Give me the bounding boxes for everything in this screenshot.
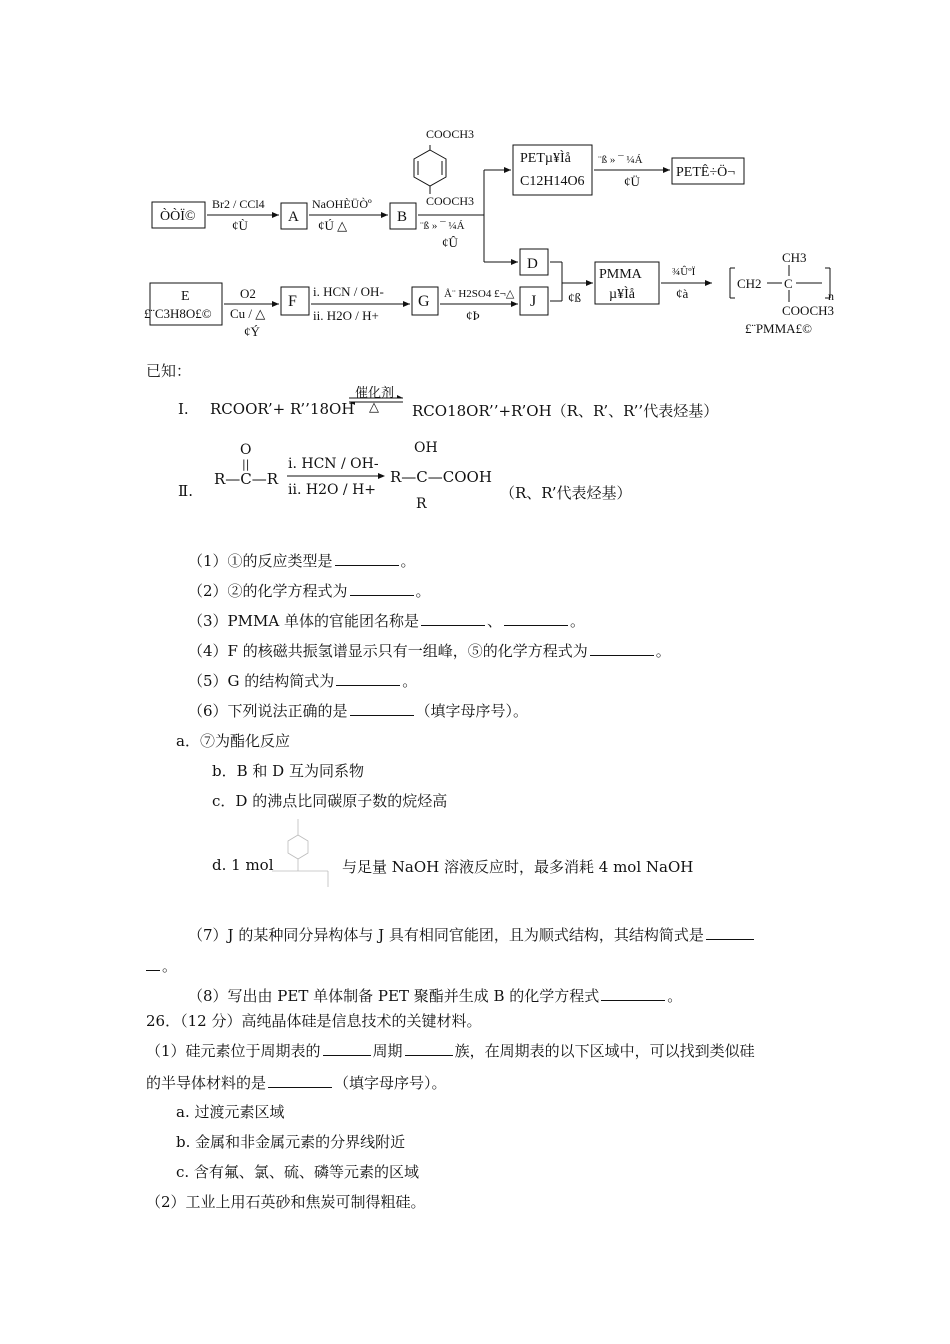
answer-blank[interactable] bbox=[601, 999, 665, 1001]
answer-blank[interactable] bbox=[323, 1054, 371, 1056]
pet-monomer-line2: C12H14O6 bbox=[520, 174, 585, 189]
compound-E-formula: £¨C3H8O£© bbox=[144, 306, 212, 321]
answer-blank[interactable] bbox=[335, 564, 399, 566]
pmma-monomer-line2: µ¥Ìå bbox=[609, 287, 635, 302]
compound-B: B bbox=[397, 209, 408, 225]
reaction-2-carbonyl-o: O bbox=[240, 442, 252, 458]
question-3: （3）PMMA 单体的官能团名称是 、 。 bbox=[188, 612, 585, 630]
pmma-ch2: CH2 bbox=[737, 276, 762, 291]
arrow4-step: ¢Ü bbox=[624, 174, 640, 189]
answer-blank[interactable] bbox=[504, 624, 568, 626]
ring-bottom-group: COOCH3 bbox=[426, 194, 475, 208]
question-2: （2）②的化学方程式为 。 bbox=[188, 582, 431, 600]
arrowE-step: ¢Ý bbox=[244, 324, 260, 339]
reaction-scheme bbox=[0, 0, 950, 345]
start-compound-label: ÒÒÏ© bbox=[160, 209, 196, 224]
pmma-monomer-line1: PMMA bbox=[599, 267, 642, 282]
option-b: b．B 和 D 互为同系物 bbox=[212, 762, 364, 780]
reaction-2-step1: i. HCN / OH- bbox=[288, 456, 379, 472]
compound-J: J bbox=[530, 293, 537, 310]
known-heading: 已知： bbox=[146, 362, 192, 380]
arrow2-reagent: NaOHÈÜÒº bbox=[312, 197, 372, 211]
question-8: （8）写出由 PET 单体制备 PET 聚酯并生成 B 的化学方程式 。 bbox=[188, 987, 683, 1005]
pmma-c: C bbox=[784, 276, 793, 291]
arrow2-step: ¢Ú △ bbox=[318, 218, 348, 233]
ring-top-group: COOCH3 bbox=[426, 127, 475, 141]
reaction-1-label: Ⅰ. bbox=[178, 400, 189, 418]
question-7: （7）J 的某种同分异构体与 J 具有相同官能团，且为顺式结构，其结构简式是 bbox=[188, 924, 756, 945]
option-d-rest: 与足量 NaOH 溶液反应时，最多消耗 4 mol NaOH bbox=[342, 858, 694, 876]
question-26-heading: 26．（12 分）高纯晶体硅是信息技术的关键材料。 bbox=[146, 1012, 482, 1030]
answer-blank[interactable] bbox=[590, 654, 654, 656]
compound-A: A bbox=[288, 209, 299, 225]
answer-blank[interactable] bbox=[146, 969, 160, 971]
answer-blank[interactable] bbox=[336, 684, 400, 686]
compound-D: D bbox=[527, 256, 538, 272]
answer-blank[interactable] bbox=[268, 1086, 332, 1088]
arrow3-reagent: ¨ß » ¯ ¼Á bbox=[420, 220, 465, 232]
arrowE-condition: Cu / △ bbox=[230, 306, 266, 321]
arrowP-step: ¢à bbox=[676, 286, 689, 301]
arrowE-reagent: O2 bbox=[240, 286, 256, 301]
q26-option-b: b. 金属和非金属元素的分界线附近 bbox=[176, 1133, 406, 1151]
arrowJ-step: ¢ß bbox=[568, 290, 581, 305]
arrowF-step2: ii. H2O / H+ bbox=[313, 308, 379, 323]
reaction-2-r-sub: R bbox=[416, 496, 427, 512]
compound-G: G bbox=[418, 293, 430, 310]
reaction-2-right: R—C—COOH bbox=[390, 468, 492, 486]
arrow3-step: ¢Û bbox=[442, 235, 458, 250]
question-26-part1: （1）硅元素位于周期表的 周期 族，在周期表的以下区域中，可以找到类似硅 bbox=[146, 1042, 755, 1060]
question-4: （4）F 的核磁共振氢谱显示只有一组峰，⑤的化学方程式为 。 bbox=[188, 642, 671, 660]
reaction-2-left: R—C—R bbox=[214, 470, 279, 488]
arrowP-reagent: ¾ÛºÏ bbox=[672, 266, 696, 278]
arrow4-reagent: ¨ß » ¯ ¼Á bbox=[598, 154, 643, 166]
reaction-2-carbonyl-bond: || bbox=[242, 458, 250, 471]
pmma-n: n bbox=[828, 289, 834, 303]
arrowG-step: ¢Þ bbox=[466, 308, 480, 323]
answer-blank[interactable] bbox=[706, 938, 754, 940]
q26-option-c: c. 含有氟、氯、硫、磷等元素的区域 bbox=[176, 1163, 419, 1181]
pmma-ester: COOCH3 bbox=[782, 303, 835, 318]
question-26-part2: （2）工业上用石英砂和焦炭可制得粗硅。 bbox=[146, 1193, 426, 1211]
option-d: d. 1 mol bbox=[212, 856, 274, 874]
compound-E: E bbox=[181, 289, 190, 304]
reaction-1-heat: △ bbox=[369, 400, 379, 415]
pet-polymer: PETÊ÷Ö¬ bbox=[676, 165, 736, 180]
question-1: （1）①的反应类型是 。 bbox=[188, 552, 416, 570]
q26-option-a: a. 过渡元素区域 bbox=[176, 1103, 285, 1121]
reaction-2-step2: ii. H2O / H+ bbox=[288, 482, 377, 498]
reaction-2-label: Ⅱ. bbox=[178, 482, 193, 500]
option-c: c．D 的沸点比同碳原子数的烷烃高 bbox=[212, 792, 448, 810]
option-a: a．⑦为酯化反应 bbox=[176, 732, 290, 750]
question-7-cont: 。 bbox=[146, 955, 177, 976]
question-5: （5）G 的结构简式为 。 bbox=[188, 672, 418, 690]
reaction-2-note: （R、R’代表烃基） bbox=[500, 484, 632, 502]
reaction-2-oh: OH bbox=[414, 440, 438, 456]
pmma-ch3: CH3 bbox=[782, 250, 807, 265]
answer-blank[interactable] bbox=[405, 1054, 453, 1056]
reaction-1-right: RCO18OR’’+R’OH（R、R’、R’’代表烃基） bbox=[412, 402, 719, 420]
answer-blank[interactable] bbox=[421, 624, 485, 626]
molecule-structure-image bbox=[268, 815, 344, 893]
question-26-part1-line2: 的半导体材料的是 （填字母序号）。 bbox=[146, 1074, 447, 1092]
reaction-1-catalyst: 催化剂 bbox=[355, 386, 395, 401]
arrowF-step1: i. HCN / OH- bbox=[313, 284, 384, 299]
arrow1-step: ¢Ù bbox=[232, 218, 248, 233]
answer-blank[interactable] bbox=[350, 594, 414, 596]
arrowG-reagent: Å¨ H2SO4 £¬△ bbox=[444, 288, 515, 300]
arrow1-reagent: Br2 / CCl4 bbox=[212, 197, 265, 211]
pmma-caption: £¨PMMA£© bbox=[745, 321, 812, 336]
compound-F: F bbox=[288, 293, 297, 310]
reaction-1-left: RCOOR’+ R’’18OH bbox=[210, 400, 355, 418]
pet-monomer-line1: PETµ¥Ìå bbox=[520, 151, 571, 166]
question-6: （6）下列说法正确的是 （填字母序号）。 bbox=[188, 702, 529, 720]
answer-blank[interactable] bbox=[350, 714, 414, 716]
